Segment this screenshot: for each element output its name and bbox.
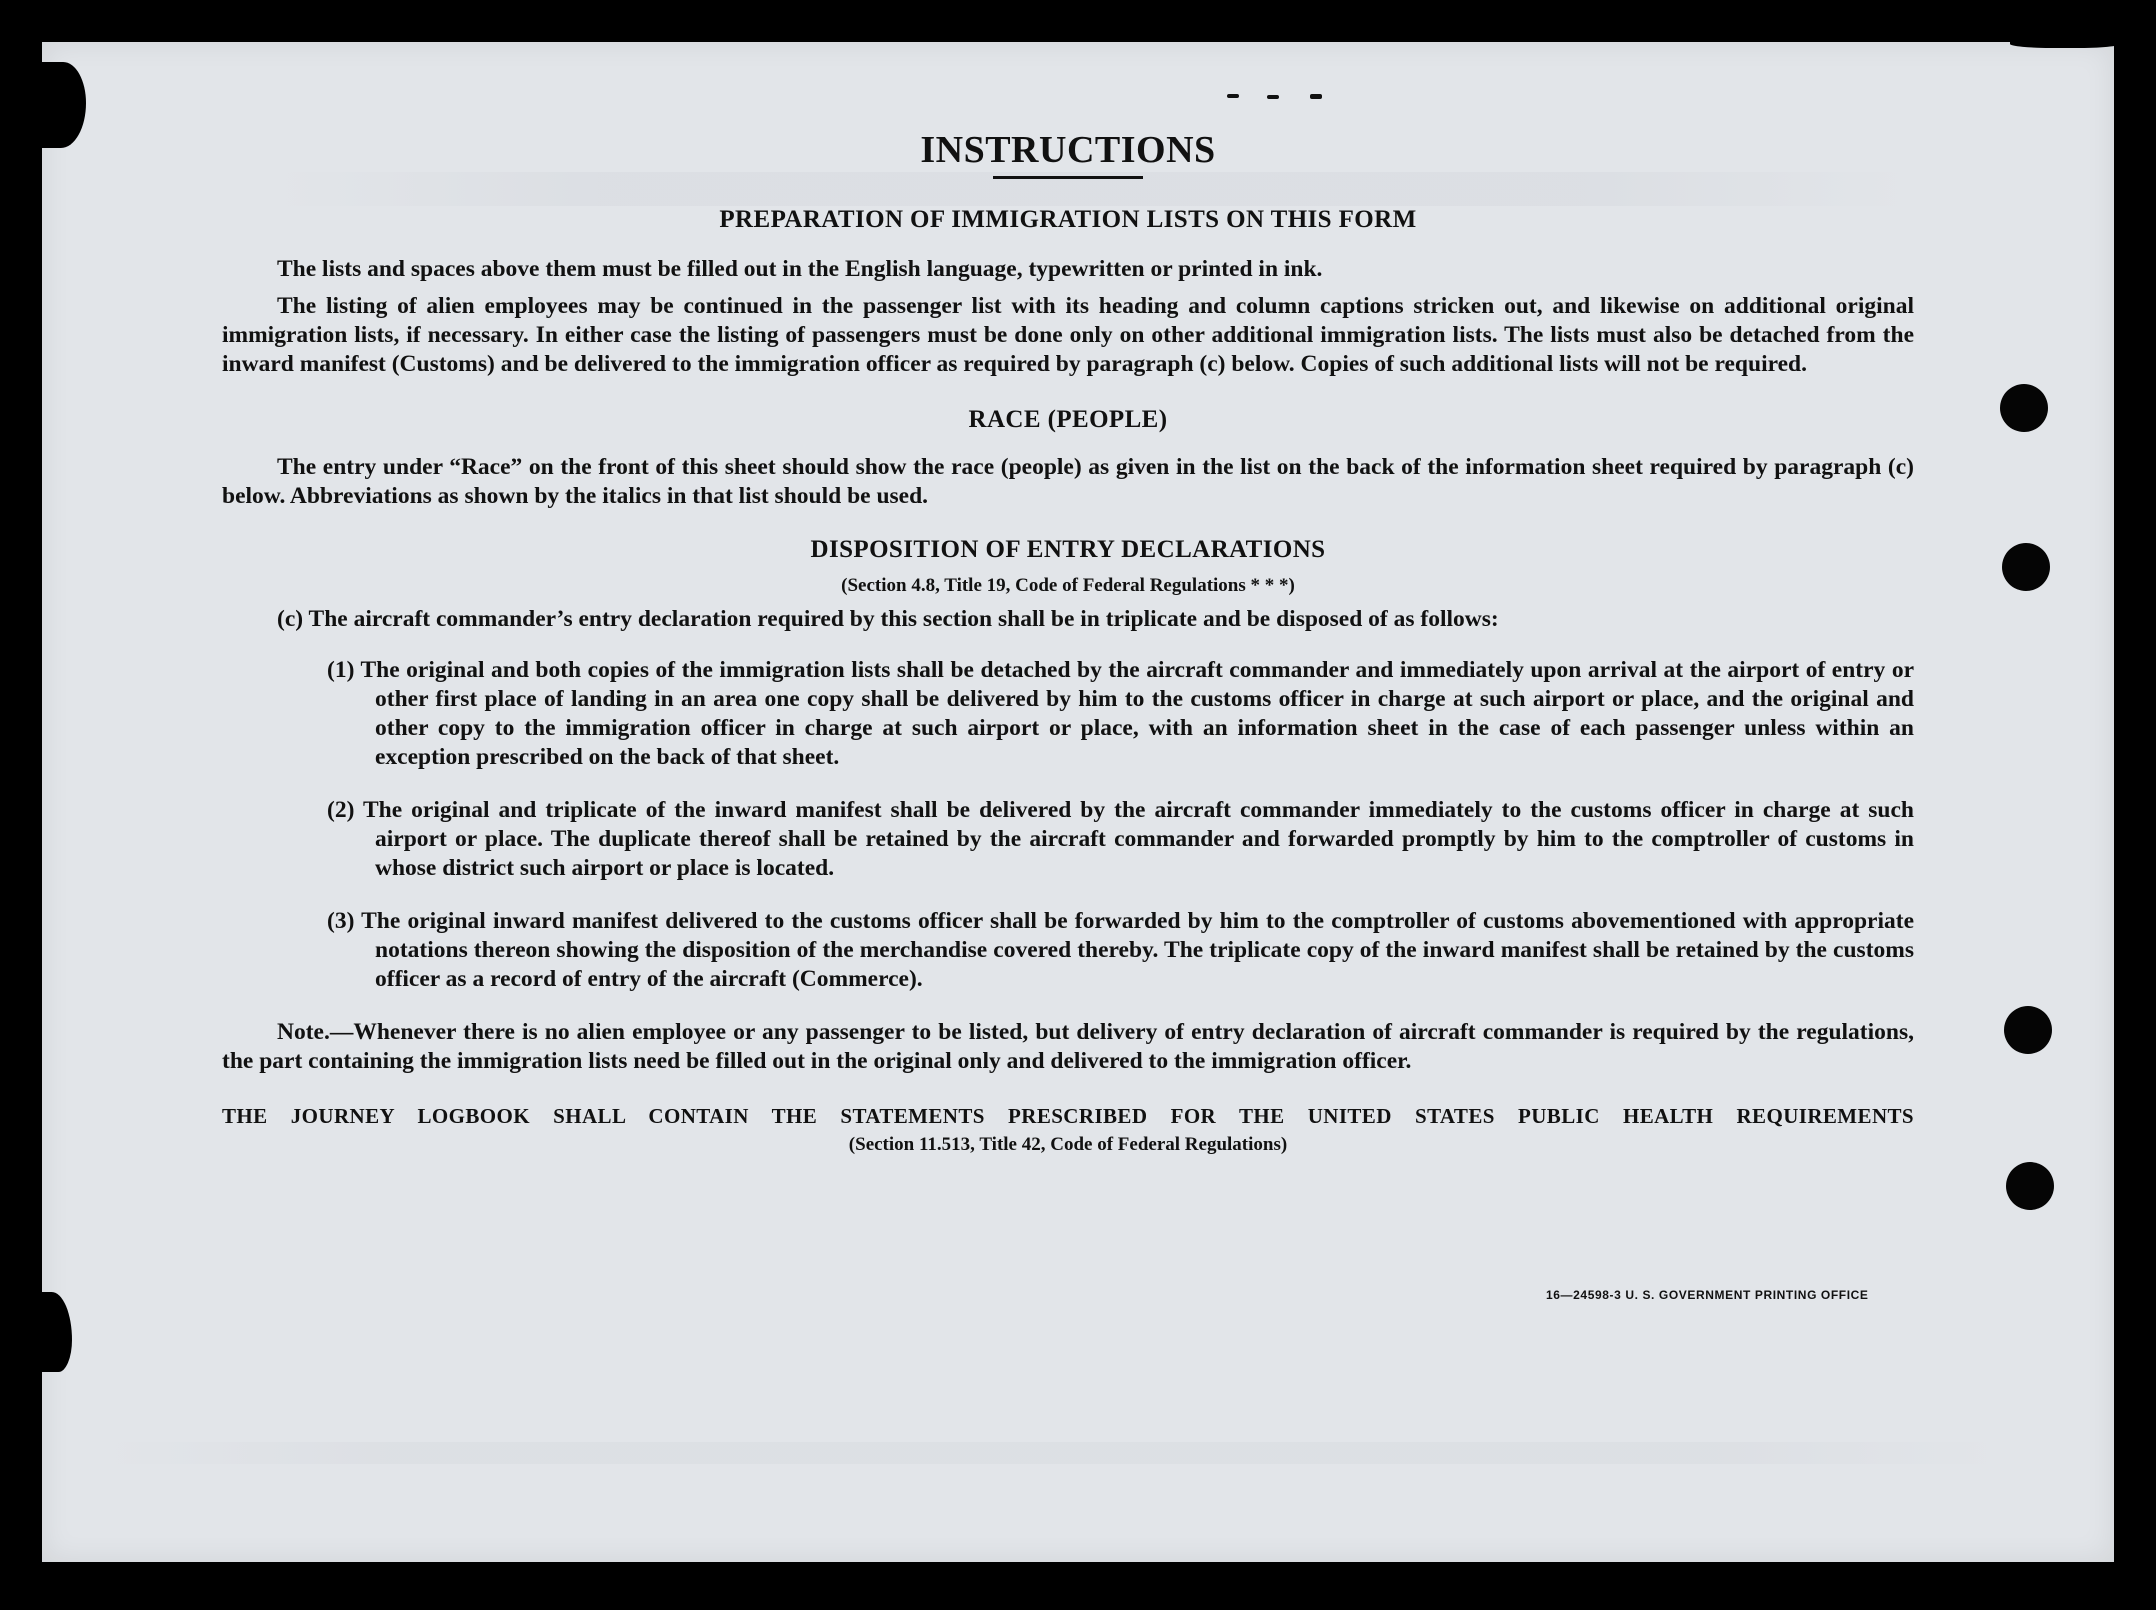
logbook-statement: THE JOURNEY LOGBOOK SHALL CONTAIN THE STATEMENTS PRESCRIBED FOR THE UNITED STATES PUBLIC HEALTH REQUIREMENTS [222,1104,1914,1128]
printing-office-code: 16—24598-3 U. S. GOVERNMENT PRINTING OFFICE [1546,1288,1869,1302]
disposition-citation: (Section 4.8, Title 19, Code of Federal Regulations * * *) [841,575,1295,596]
disposition-item-2: (2) The original and triplicate of the inward manifest shall be delivered by the aircraft commander immediately to the customs officer in charge at such airport or place. The duplicate thereof shall be retained by the aircraft commander and forwarded promptly by him to the comptroller of customs in whose district such airport or place is located. [327,797,1914,881]
prep-paragraph-2: The listing of alien employees may be continued in the passenger list with its heading and column captions stricken out, and likewise on additional original immigration lists, if necessary. In either case the listing of passengers must be done only on other additional immigration lists. The lists must also be detached from the inward manifest (Customs) and be delivered to the immigration officer as required by paragraph (c) below. Copies of such additional lists will not be required. [222,293,1914,377]
instructions-body [222,88,1914,1158]
punch-hole [2002,543,2050,591]
note-paragraph: Note.—Whenever there is no alien employee or any passenger to be listed, but delivery of entry declaration of aircraft commander is required by the regulations, the part containing the immigration lists need be filled out in the original only and delivered to the immigration officer. [222,1019,1914,1074]
prep-paragraph-1: The lists and spaces above them must be filled out in the English language, typewritten or printed in ink. [277,256,1323,282]
torn-edge-top-right [2010,38,2120,48]
disposition-lead: (c) The aircraft commander’s entry declaration required by this section shall be in triplicate and be disposed of as follows: [277,606,1499,632]
disposition-item-3: (3) The original inward manifest delivered to the customs officer shall be forwarded by him to the comptroller of customs abovementioned with appropriate notations thereon showing the disposition of the merchandise covered thereby. The triplicate copy of the inward manifest shall be retained by the customs officer as a record of entry of the aircraft (Commerce). [327,908,1914,992]
heading-preparation: PREPARATION OF IMMIGRATION LISTS ON THIS FORM [719,206,1417,233]
bleed-through-band-lower [102,1442,2002,1464]
heading-race: RACE (PEOPLE) [968,406,1168,433]
page-title: INSTRUCTIONS [920,129,1216,171]
punch-hole [2004,1006,2052,1054]
logbook-citation: (Section 11.513, Title 42, Code of Federal Regulations) [848,1134,1288,1155]
punch-hole [2000,384,2048,432]
punch-hole [2006,1162,2054,1210]
race-paragraph: The entry under “Race” on the front of this sheet should show the race (people) as given in the list on the back of the information sheet required by paragraph (c) below. Abbreviations as shown by the italics in that list should be used. [222,454,1914,509]
disposition-item-1: (1) The original and both copies of the immigration lists shall be detached by the aircraft commander and immediately upon arrival at the airport of entry or other first place of landing in an area one copy shall be delivered by him to the customs officer in charge at such airport or place, and the original and other copy to the immigration officer in charge at such airport or place, with an information sheet in the case of each passenger unless within an exception prescribed on the back of that sheet. [327,657,1914,770]
title-underline [993,176,1143,179]
heading-disposition: DISPOSITION OF ENTRY DECLARATIONS [810,536,1326,563]
